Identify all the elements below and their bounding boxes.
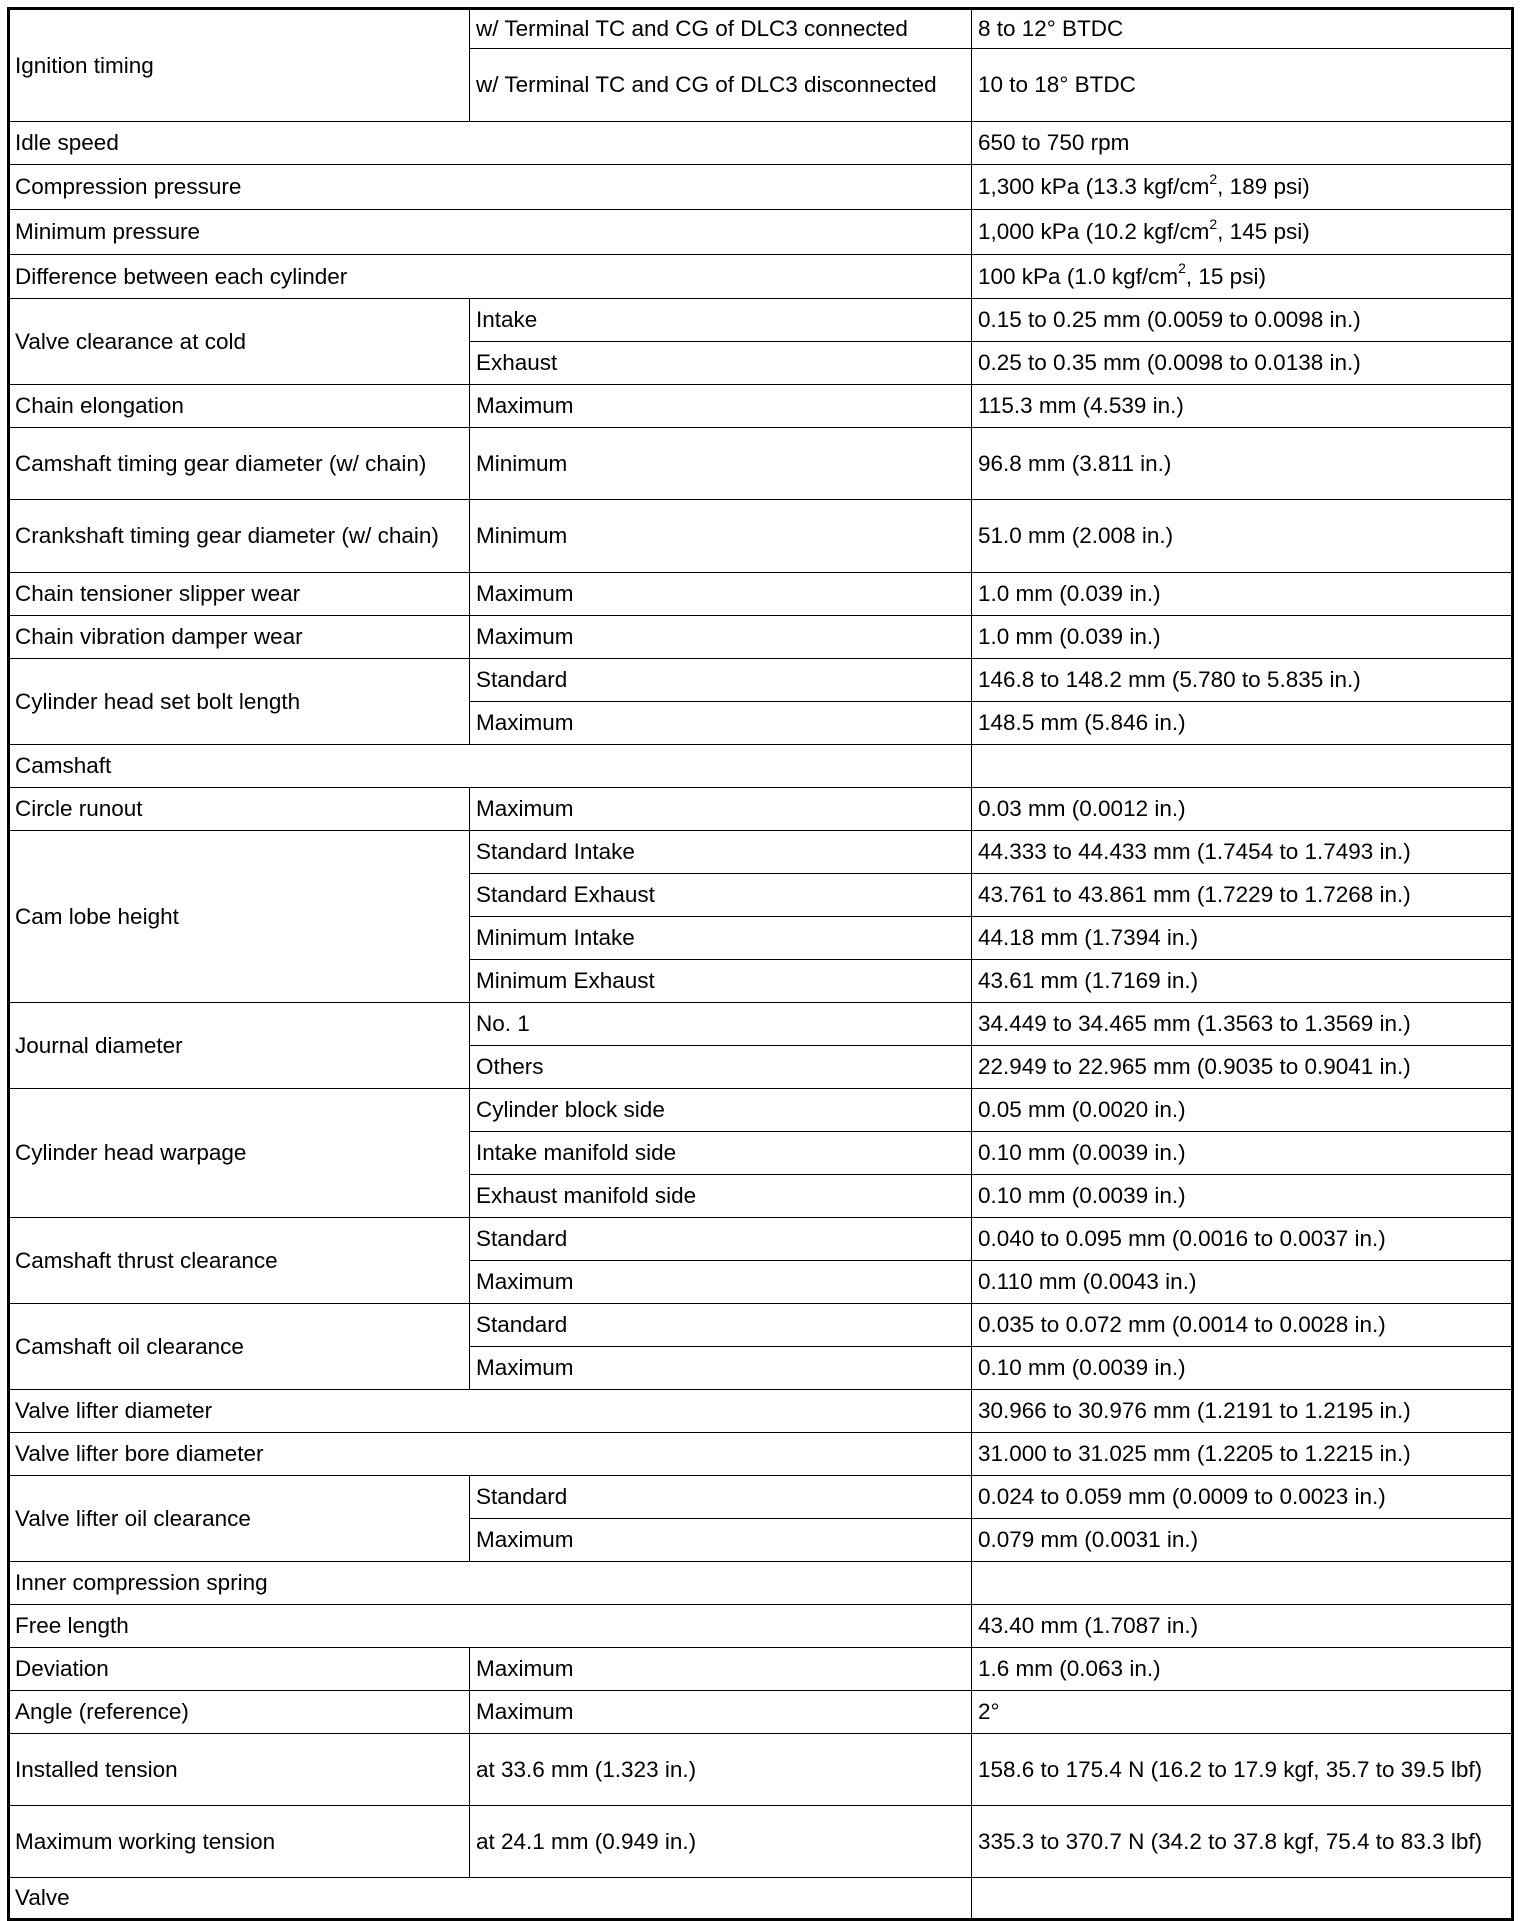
value-cell (972, 1878, 1513, 1920)
item-cam-lobe-height: Cam lobe height (9, 831, 470, 1003)
value-cell: 1.0 mm (0.039 in.) (972, 616, 1513, 659)
condition-cell: Standard (470, 1304, 972, 1347)
condition-cell: Maximum (470, 1519, 972, 1562)
table-row (9, 1433, 1513, 1476)
item-angle-reference: Angle (reference) (9, 1691, 470, 1734)
value-cell: 43.40 mm (1.7087 in.) (972, 1605, 1513, 1648)
item-cylinder-head-warpage: Cylinder head warpage (9, 1089, 470, 1218)
condition-cell: Maximum (470, 385, 972, 428)
value-cell: 44.333 to 44.433 mm (1.7454 to 1.7493 in.) (972, 831, 1513, 874)
table-row (9, 1605, 1513, 1648)
table-row (9, 616, 1513, 659)
value-cell: 96.8 mm (3.811 in.) (972, 428, 1513, 500)
section-valve: Valve (9, 1878, 972, 1920)
condition-cell: at 24.1 mm (0.949 in.) (470, 1806, 972, 1878)
condition-cell: Standard (470, 1476, 972, 1519)
value-cell: 650 to 750 rpm (972, 122, 1513, 165)
item-free-length: Free length (9, 1605, 972, 1648)
value-cell: 43.61 mm (1.7169 in.) (972, 960, 1513, 1003)
table-row (9, 1304, 1513, 1347)
value-cell: 0.03 mm (0.0012 in.) (972, 788, 1513, 831)
value-cell: 0.05 mm (0.0020 in.) (972, 1089, 1513, 1132)
value-cell: 51.0 mm (2.008 in.) (972, 500, 1513, 573)
table-row (9, 831, 1513, 874)
value-cell: 0.110 mm (0.0043 in.) (972, 1261, 1513, 1304)
table-row (9, 1089, 1513, 1132)
item-compression-pressure: Compression pressure (9, 165, 972, 210)
value-cell: 0.10 mm (0.0039 in.) (972, 1132, 1513, 1175)
table-row (9, 1691, 1513, 1734)
value-cell: 22.949 to 22.965 mm (0.9035 to 0.9041 in.) (972, 1046, 1513, 1089)
condition-cell: at 33.6 mm (1.323 in.) (470, 1734, 972, 1806)
condition-cell: Maximum (470, 1347, 972, 1390)
value-cell: 0.079 mm (0.0031 in.) (972, 1519, 1513, 1562)
item-valve-clearance: Valve clearance at cold (9, 299, 470, 385)
item-circle-runout: Circle runout (9, 788, 470, 831)
item-valve-lifter-oil-clearance: Valve lifter oil clearance (9, 1476, 470, 1562)
value-cell: 30.966 to 30.976 mm (1.2191 to 1.2195 in.) (972, 1390, 1513, 1433)
table-row (9, 165, 1513, 210)
item-valve-lifter-diameter: Valve lifter diameter (9, 1390, 972, 1433)
item-deviation: Deviation (9, 1648, 470, 1691)
value-cell: 148.5 mm (5.846 in.) (972, 702, 1513, 745)
value-cell: 158.6 to 175.4 N (16.2 to 17.9 kgf, 35.7 to 39.5 lbf) (972, 1734, 1513, 1806)
table-row (9, 1476, 1513, 1519)
condition-cell: Maximum (470, 573, 972, 616)
item-cylinder-head-bolt-length: Cylinder head set bolt length (9, 659, 470, 745)
condition-cell: Maximum (470, 616, 972, 659)
value-cell: 1,000 kPa (10.2 kgf/$cm^2$, 145 psi) (972, 210, 1513, 255)
table-row (9, 255, 1513, 299)
value-cell: 8 to 12° BTDC (972, 9, 1513, 49)
table-row (9, 1806, 1513, 1878)
item-installed-tension: Installed tension (9, 1734, 470, 1806)
value-cell: 1.6 mm (0.063 in.) (972, 1648, 1513, 1691)
value-cell (972, 745, 1513, 788)
table-row (9, 1648, 1513, 1691)
item-difference-between-cylinders: Difference between each cylinder (9, 255, 972, 299)
condition-cell: Standard Exhaust (470, 874, 972, 917)
condition-cell: Standard (470, 659, 972, 702)
value-cell: 115.3 mm (4.539 in.) (972, 385, 1513, 428)
table-row (9, 1218, 1513, 1261)
condition-cell: Exhaust (470, 342, 972, 385)
table-row (9, 428, 1513, 500)
specification-table (7, 7, 1514, 1921)
item-journal-diameter: Journal diameter (9, 1003, 470, 1089)
table-row (9, 659, 1513, 702)
value-cell: 100 kPa (1.0 kgf/$cm^2$, 15 psi) (972, 255, 1513, 299)
condition-cell: w/ Terminal TC and CG of DLC3 connected (470, 9, 972, 49)
condition-cell: w/ Terminal TC and CG of DLC3 disconnected (470, 49, 972, 122)
value-cell: 0.10 mm (0.0039 in.) (972, 1175, 1513, 1218)
item-idle-speed: Idle speed (9, 122, 972, 165)
condition-cell: Maximum (470, 1691, 972, 1734)
condition-cell: Maximum (470, 788, 972, 831)
table-row (9, 385, 1513, 428)
value-cell: 0.035 to 0.072 mm (0.0014 to 0.0028 in.) (972, 1304, 1513, 1347)
condition-cell: Minimum Exhaust (470, 960, 972, 1003)
value-cell: 1,300 kPa (13.3 kgf/$cm^2$, 189 psi) (972, 165, 1513, 210)
table-row (9, 299, 1513, 342)
item-chain-tensioner-slipper: Chain tensioner slipper wear (9, 573, 470, 616)
table-row (9, 1003, 1513, 1046)
condition-cell: Intake (470, 299, 972, 342)
condition-cell: Exhaust manifold side (470, 1175, 972, 1218)
item-camshaft-timing-gear: Camshaft timing gear diameter (w/ chain) (9, 428, 470, 500)
condition-cell: Minimum Intake (470, 917, 972, 960)
table-row (9, 745, 1513, 788)
condition-cell: Maximum (470, 1261, 972, 1304)
table-row (9, 573, 1513, 616)
table-row (9, 122, 1513, 165)
item-maximum-working-tension: Maximum working tension (9, 1806, 470, 1878)
section-inner-compression-spring: Inner compression spring (9, 1562, 972, 1605)
condition-cell: No. 1 (470, 1003, 972, 1046)
value-cell: 34.449 to 34.465 mm (1.3563 to 1.3569 in.) (972, 1003, 1513, 1046)
value-cell: 2° (972, 1691, 1513, 1734)
item-minimum-pressure: Minimum pressure (9, 210, 972, 255)
value-cell: 0.040 to 0.095 mm (0.0016 to 0.0037 in.) (972, 1218, 1513, 1261)
table-row (9, 1878, 1513, 1920)
condition-cell: Standard Intake (470, 831, 972, 874)
table-row (9, 9, 1513, 49)
condition-cell: Minimum (470, 500, 972, 573)
table-row (9, 210, 1513, 255)
condition-cell: Maximum (470, 1648, 972, 1691)
condition-cell: Maximum (470, 702, 972, 745)
item-chain-vibration-damper: Chain vibration damper wear (9, 616, 470, 659)
item-camshaft-thrust-clearance: Camshaft thrust clearance (9, 1218, 470, 1304)
condition-cell: Minimum (470, 428, 972, 500)
value-cell: 10 to 18° BTDC (972, 49, 1513, 122)
table-row (9, 1390, 1513, 1433)
section-camshaft: Camshaft (9, 745, 972, 788)
item-camshaft-oil-clearance: Camshaft oil clearance (9, 1304, 470, 1390)
item-ignition-timing: Ignition timing (9, 9, 470, 122)
value-cell: 0.024 to 0.059 mm (0.0009 to 0.0023 in.) (972, 1476, 1513, 1519)
item-valve-lifter-bore-diameter: Valve lifter bore diameter (9, 1433, 972, 1476)
value-cell: 146.8 to 148.2 mm (5.780 to 5.835 in.) (972, 659, 1513, 702)
condition-cell: Cylinder block side (470, 1089, 972, 1132)
value-cell (972, 1562, 1513, 1605)
table-row (9, 500, 1513, 573)
value-cell: 0.15 to 0.25 mm (0.0059 to 0.0098 in.) (972, 299, 1513, 342)
value-cell: 31.000 to 31.025 mm (1.2205 to 1.2215 in.) (972, 1433, 1513, 1476)
table-row (9, 1734, 1513, 1806)
item-crankshaft-timing-gear: Crankshaft timing gear diameter (w/ chain) (9, 500, 470, 573)
value-cell: 44.18 mm (1.7394 in.) (972, 917, 1513, 960)
value-cell: 0.25 to 0.35 mm (0.0098 to 0.0138 in.) (972, 342, 1513, 385)
value-cell: 1.0 mm (0.039 in.) (972, 573, 1513, 616)
condition-cell: Others (470, 1046, 972, 1089)
table-row (9, 1562, 1513, 1605)
condition-cell: Standard (470, 1218, 972, 1261)
value-cell: 43.761 to 43.861 mm (1.7229 to 1.7268 in.) (972, 874, 1513, 917)
value-cell: 0.10 mm (0.0039 in.) (972, 1347, 1513, 1390)
item-chain-elongation: Chain elongation (9, 385, 470, 428)
condition-cell: Intake manifold side (470, 1132, 972, 1175)
value-cell: 335.3 to 370.7 N (34.2 to 37.8 kgf, 75.4 to 83.3 lbf) (972, 1806, 1513, 1878)
table-row (9, 788, 1513, 831)
